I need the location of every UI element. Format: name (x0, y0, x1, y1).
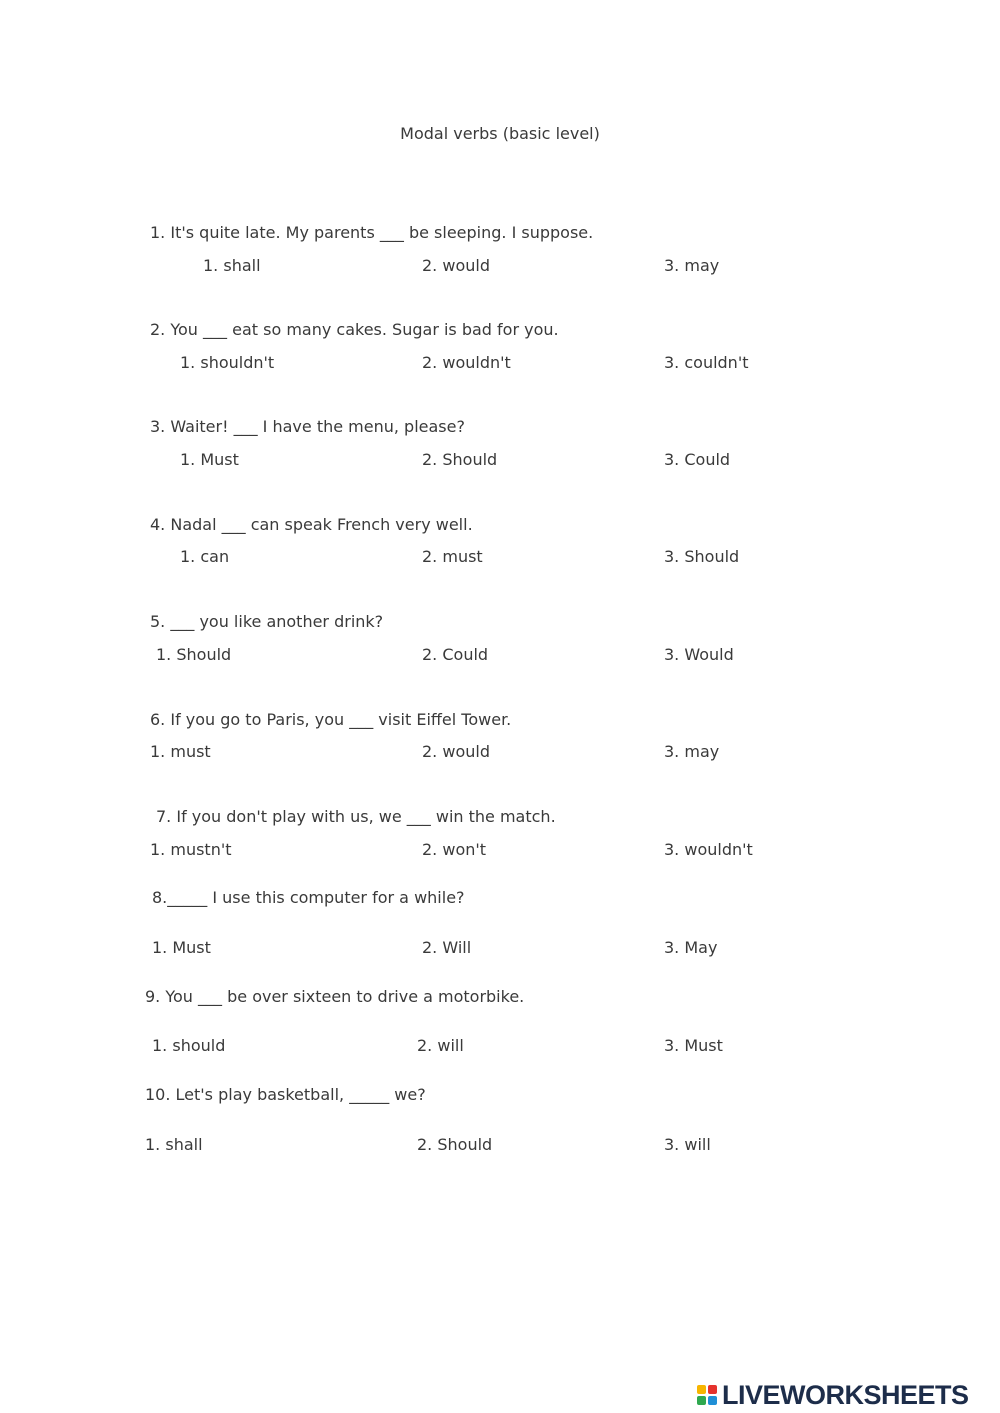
logo-text: LIVEWORKSHEETS (722, 1379, 969, 1410)
question-text: 9. You ___ be over sixteen to drive a motorbike. (145, 987, 525, 1006)
question-text: 6. If you go to Paris, you ___ visit Eiffel Tower. (150, 710, 512, 729)
question-text: 5. ___ you like another drink? (150, 612, 384, 631)
logo-square-blue (708, 1396, 717, 1405)
logo-square-yellow (697, 1385, 706, 1394)
question-text: 8._____ I use this computer for a while? (152, 888, 465, 907)
question-text: 1. It's quite late. My parents ___ be sleeping. I suppose. (150, 223, 594, 242)
logo-square-red (708, 1385, 717, 1394)
option-3[interactable]: 3. Would (664, 645, 734, 664)
option-2[interactable]: 2. Will (422, 938, 472, 957)
option-1[interactable]: 1. Must (180, 450, 239, 469)
logo-mark-icon (697, 1385, 717, 1405)
option-1[interactable]: 1. shall (203, 256, 261, 275)
option-2[interactable]: 2. won't (422, 840, 487, 859)
option-2[interactable]: 2. wouldn't (422, 353, 511, 372)
option-1[interactable]: 1. Should (156, 645, 232, 664)
option-3[interactable]: 3. wouldn't (664, 840, 753, 859)
liveworksheets-logo (697, 1378, 969, 1412)
option-1[interactable]: 1. shouldn't (180, 353, 275, 372)
option-1[interactable]: 1. can (180, 547, 230, 566)
option-2[interactable]: 2. Should (417, 1135, 493, 1154)
option-3[interactable]: 3. will (664, 1135, 711, 1154)
option-1[interactable]: 1. Must (152, 938, 211, 957)
question-text: 2. You ___ eat so many cakes. Sugar is bad for you. (150, 320, 559, 339)
option-1[interactable]: 1. mustn't (150, 840, 232, 859)
question-text: 4. Nadal ___ can speak French very well. (150, 515, 473, 534)
option-3[interactable]: 3. couldn't (664, 353, 749, 372)
option-2[interactable]: 2. must (422, 547, 483, 566)
option-3[interactable]: 3. May (664, 938, 718, 957)
option-2[interactable]: 2. Could (422, 645, 489, 664)
option-1[interactable]: 1. must (150, 742, 211, 761)
question-text: 3. Waiter! ___ I have the menu, please? (150, 417, 465, 436)
option-2[interactable]: 2. Should (422, 450, 498, 469)
option-2[interactable]: 2. would (422, 742, 490, 761)
option-3[interactable]: 3. may (664, 742, 720, 761)
option-1[interactable]: 1. should (152, 1036, 226, 1055)
option-3[interactable]: 3. Must (664, 1036, 723, 1055)
option-3[interactable]: 3. may (664, 256, 720, 275)
logo-square-green (697, 1396, 706, 1405)
option-2[interactable]: 2. would (422, 256, 490, 275)
option-3[interactable]: 3. Should (664, 547, 740, 566)
worksheet-title: Modal verbs (basic level) (400, 124, 600, 143)
question-text: 10. Let's play basketball, _____ we? (145, 1085, 426, 1104)
option-2[interactable]: 2. will (417, 1036, 464, 1055)
option-1[interactable]: 1. shall (145, 1135, 203, 1154)
option-3[interactable]: 3. Could (664, 450, 731, 469)
question-text: 7. If you don't play with us, we ___ win the match. (156, 807, 556, 826)
